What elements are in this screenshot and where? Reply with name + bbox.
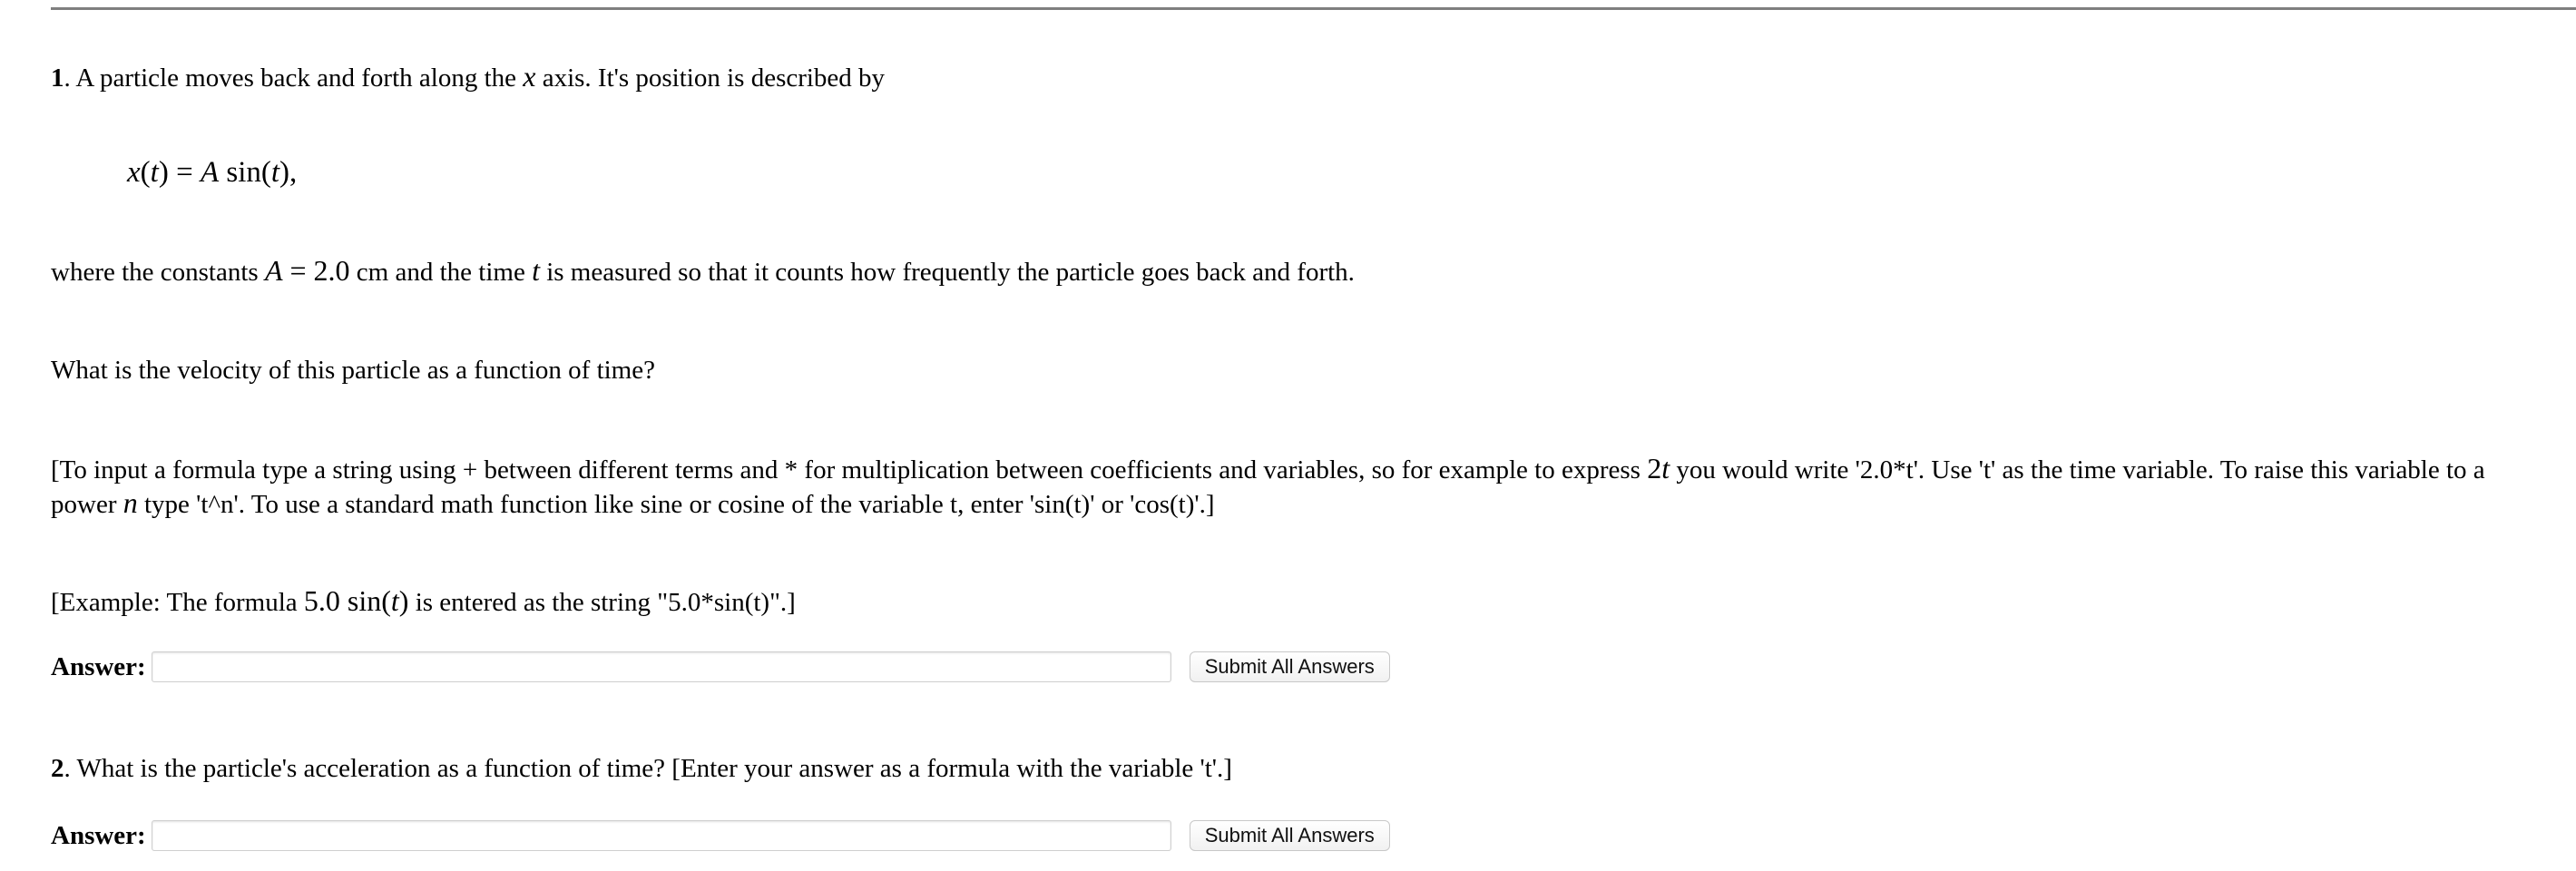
instructions-part-b: you would write '2.0*t'. Use 't' as the time variable. To raise this variable to a power	[51, 455, 2485, 519]
example-part-b: is entered as the string "5.0*sin(t)".]	[408, 588, 796, 617]
submit-all-answers-button-2[interactable]: Submit All Answers	[1190, 820, 1390, 851]
instructions-math-var: t	[1661, 452, 1670, 484]
where-eq: = 2.0	[282, 254, 350, 287]
where-unit: cm and the time	[349, 258, 533, 287]
question-2-body: . What is the particle's acceleration as a function of time? [Enter your answer as a formula with the variable 't'.]	[64, 754, 1232, 783]
question-2-number: 2	[51, 754, 64, 783]
example-part-a: [Example: The formula	[51, 588, 304, 617]
question-1-intro	[51, 60, 885, 94]
eq-lhs-close: )	[158, 156, 169, 189]
example-math-var: t	[390, 584, 399, 617]
instructions-math-num: 2	[1647, 452, 1662, 484]
eq-tail: ),	[279, 156, 298, 189]
question-2-text	[51, 752, 1232, 785]
answer-input-1[interactable]	[152, 651, 1171, 682]
question-1-intro-var: x	[523, 60, 536, 93]
position-equation	[127, 154, 297, 191]
question-1-intro-suffix: axis. It's position is described by	[535, 64, 886, 93]
eq-arg: t	[270, 156, 280, 189]
eq-amp: A	[200, 156, 220, 189]
where-suffix: is measured so that it counts how frequently the particle goes back and forth.	[539, 258, 1355, 287]
answer-label-1: Answer:	[51, 651, 146, 681]
eq-equals: =	[168, 156, 201, 189]
submit-all-answers-button-1[interactable]: Submit All Answers	[1190, 651, 1390, 682]
example-math-post: )	[398, 584, 409, 617]
eq-lhs-fn: x	[127, 156, 141, 189]
answer-row-1	[51, 649, 1390, 685]
input-instructions	[51, 452, 2555, 521]
example-math-pre: 5.0 sin(	[303, 584, 391, 617]
example-text	[51, 584, 796, 619]
instructions-n: n	[122, 486, 138, 519]
instructions-part-c: type 't^n'. To use a standard math function like sine or cosine of the variable t, enter 'sin(t)' or 'cos(t)'.]	[137, 490, 1215, 519]
answer-row-2	[51, 817, 1390, 854]
instructions-part-a: [To input a formula type a string using + between different terms and * for multiplication between coefficients and variables, so for example to express	[51, 455, 1648, 484]
eq-lhs-open: (	[140, 156, 151, 189]
where-tvar: t	[532, 254, 540, 287]
top-divider	[51, 7, 2576, 10]
where-prefix: where the constants	[51, 258, 265, 287]
where-var: A	[264, 254, 283, 287]
eq-fn: sin(	[219, 156, 271, 189]
constants-description	[51, 254, 1355, 289]
answer-label-2: Answer:	[51, 820, 146, 850]
velocity-question: What is the velocity of this particle as a function of time?	[51, 356, 655, 385]
question-1-intro-prefix: . A particle moves back and forth along the	[64, 64, 524, 93]
question-1-number: 1	[51, 64, 64, 93]
answer-input-2[interactable]	[152, 820, 1171, 851]
eq-lhs-arg: t	[150, 156, 159, 189]
